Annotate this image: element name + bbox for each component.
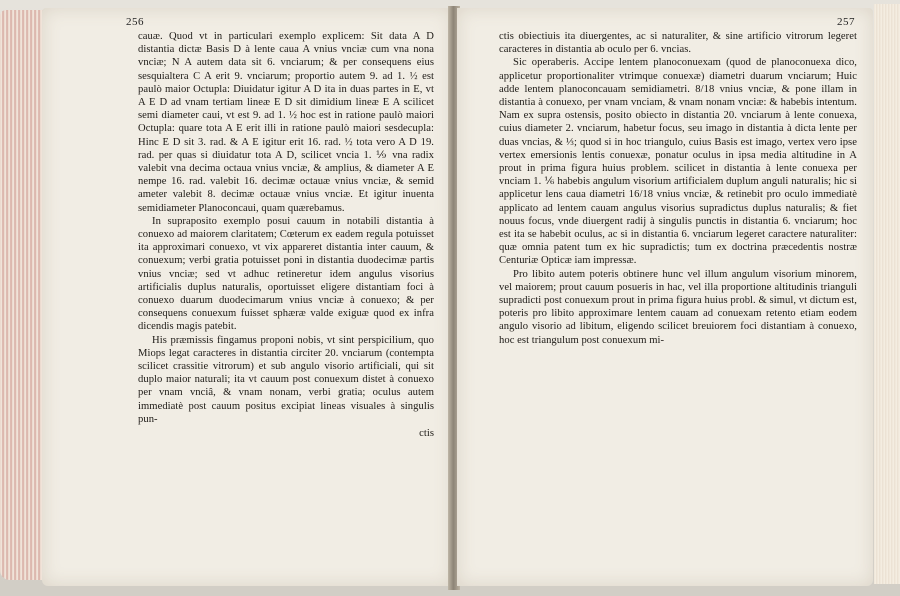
- paragraph: In supraposito exemplo posui cauum in notabili distantia à conuexo ad maiorem claritatem; Cœterum ex eadem regula potuisset ita approximari conuexo, vt vix appareret distantia inter cauum, & conuexum; verbi gratia potuisset poni in distantia duodecimæ partis vnius vnciæ; sed vt adhuc retineretur idem angulus visorius artificialis duplus naturalis, oportuisset eligere distantiam foci à conuexo duarum duodecimarum vnius vnciæ à conuexo; & per consequens conuexum fuisset sphæræ valde exiguæ quod ex infra dicendis magis patebit.: [138, 215, 434, 333]
- left-page: [42, 8, 452, 586]
- page-number-left: 256: [126, 16, 144, 28]
- page-edges-right: [874, 4, 900, 584]
- paragraph: Pro libito autem poteris obtinere hunc vel illum angulum visorium minorem, vel maiorem; prout cauum posueris in hac, vel illa proportione altitudinis trianguli supradicti post conuexum prout in prima figura huius probl. & simul, vt dictum est, poteris pro libito approximare lentem cauam ad conuexam retento etiam eodem angulo visorio ad libitum, eligendo scilicet breuiorem foci distantiam à conuexo, hoc est triangulum post conuexum mi-: [499, 268, 857, 346]
- right-page-text: [499, 30, 857, 347]
- catchword: ctis: [419, 428, 434, 440]
- left-page-text: [138, 30, 434, 440]
- paragraph: Sic operaberis. Accipe lentem planoconuexam (quod de planoconuexa dico, applicetur proportionaliter vtrimque conuexæ) diametri duarum vnciarum; Huic adde lentem planoconcauam semidiametri. 8/18 vnius vnciæ, & pone illam in distantia à conuexo, per vnam vnciam, & vnam nonam vnciæ: & habebis intentum. Nam ex supra ostensis, posito obiecto in distantia 20. vnciarum à lente conuexa, cuius diameter 2. vnciarum, habetur focus, seu imago in distantia à dicta lente per duas vncias, & ⅓; quod si in hoc triangulo, cuius Basis est imago, vertex vero ipse vertex emersionis lentis conuexæ, ponatur oculus in ipsa media altitudine in A prout in prima figura huius problem. scilicet in distantia à lente conuexa per vnciam 1. ⅙ habebis angulum visorium artificialem duplum anguli naturalis; hic si applicetur lens caua diametri 16/18 vnius vnciæ, & retinebit pro oculo immediatè applicato ad lentem cauam angulus visorius supradictus duplus naturalis; & fiet nouus focus, vnde diuergent radij à singulis punctis in distantia 6. vnciarum; hoc est ita se habebit oculus, ac si in distantia 6. vnciarum legeret caractere naturaliter: quæ omnia patent tum ex hic supradictis; tum ex doctrina præcedentis nostræ Centuriæ Opticæ iam impressæ.: [499, 57, 857, 267]
- right-page: [457, 8, 873, 586]
- paragraph: ctis obiectiuis ita diuergentes, ac si naturaliter, & sine artificio vitrorum legeret caracteres in distantia ab oculo per 6. vncias.: [499, 31, 857, 56]
- paragraph: cauæ. Quod vt in particulari exemplo explicem: Sit data A D distantia dictæ Basis D à lente caua A vnius vnciæ cum vna nona vnciæ; N A autem data sit 6. vnciarum; & per consequens eius sesquialtera C A erit 9. vnciarum; proportio autem 9. ad 1. ½ est paulò maior Octupla: Diuidatur igitur A D ita in duas partes in E, vt A E D ad vnam tertiam lineæ E D sit dimidium lineæ E A scilicet semi diameter caui, vt est 9. ad 1. ½ hoc est in ratione paulò maiori Octupla: quare tota A E erit illi in ratione paulò maiori sesdecupla: Hinc E D sit 3. rad. & A E igitur erit 16. rad. ½ tota vero A D 19. rad. per quas si diuidatur tota A D, scilicet vncia 1. ⅑ vna radix valebit vna decima octaua vnius vnciæ, & amplius, & diameter A E nempe 16. rad. valebit 16. decimæ octauæ vnius vnciæ, & semid ameter valebit 8. decimæ octauæ vnius vnciæ. Et igitur inuenta semidiameter Planoconcaui, quam quærebamus.: [138, 31, 434, 214]
- paragraph: His præmissis fingamus proponi nobis, vt sint perspicilium, quo Miops legat caracteres in distantia circiter 20. vnciarum (contempta scilicet crassitie vitrorum) et sub angulo visorio artificiali, qui sit duplo maior naturali; ita vt cauum post conuexum distet à conuexo per vnam vnciâ, & vnam nonam, verbi gratia; oculus autem immediatè post cauum positus excipiat lineas visuales à singulis pun-: [138, 334, 434, 425]
- page-number-right: 257: [837, 16, 855, 28]
